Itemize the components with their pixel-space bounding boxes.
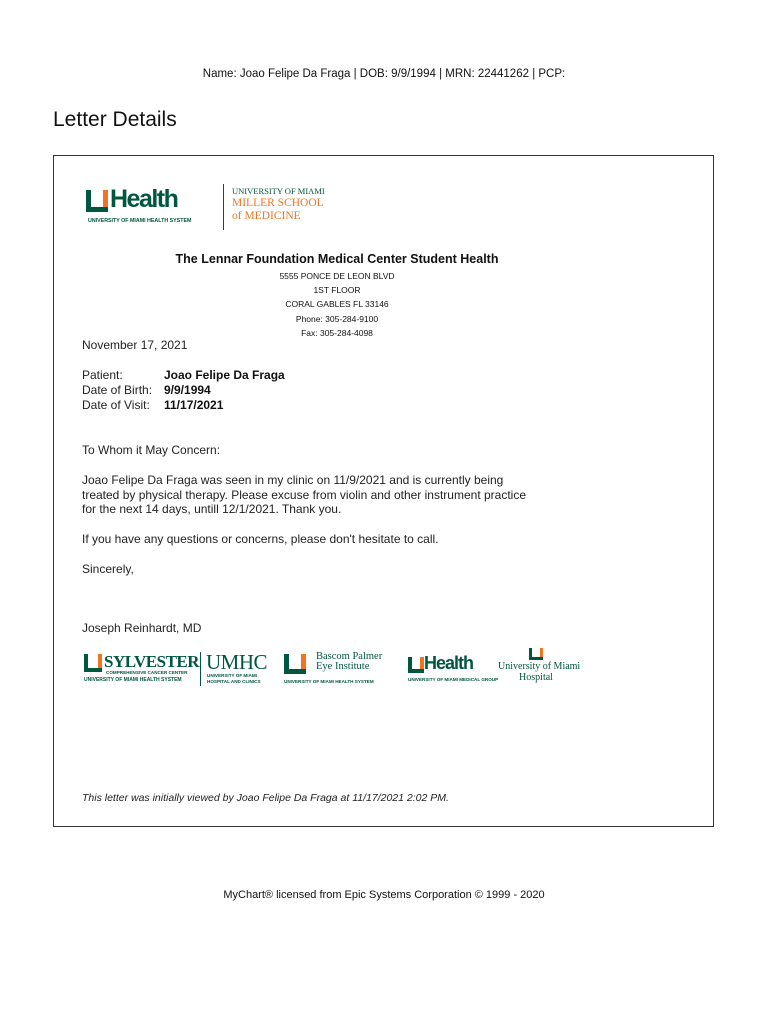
clinic-address-block (54, 252, 620, 340)
bascom-palmer-logo: Bascom Palmer Eye Institute UNIVERSITY OF MIAMI HEALTH SYSTEM (284, 651, 383, 684)
address-line: 1ST FLOOR (313, 285, 361, 296)
umhc-logo: UMHC UNIVERSITY OF MIAMI HOSPITAL AND CLINICS (206, 650, 268, 684)
visit-value: 11/17/2021 (164, 398, 224, 412)
sylvester-logo: SYLVESTER COMPREHENSIVE CANCER CENTER UNIVERSITY OF MIAMI HEALTH SYSTEM (84, 652, 200, 683)
address-line: 5555 PONCE DE LEON BLVD (279, 271, 395, 281)
dob-label: Date of Birth: (82, 383, 153, 397)
u-logo-icon (408, 657, 424, 673)
page-title: Letter Details (53, 108, 177, 131)
salutation: To Whom it May Concern: (82, 443, 221, 457)
uhealth-wordmark: Health (110, 185, 178, 213)
clinic-name: The Lennar Foundation Medical Center Student Health (175, 252, 499, 266)
uhealth-subtitle: UNIVERSITY OF MIAMI HEALTH SYSTEM (88, 218, 192, 224)
logo-divider (223, 184, 224, 230)
um-hospital-logo: University of Miami Hospital (498, 648, 574, 690)
footer-credit: MyChart® licensed from Epic Systems Corporation © 1999 - 2020 (223, 889, 545, 901)
signature: Joseph Reinhardt, MD (82, 621, 202, 635)
patient-row (82, 368, 285, 383)
u-logo-icon (284, 654, 306, 674)
u-logo-icon (86, 190, 108, 212)
dob-value: 9/9/1994 (164, 383, 211, 397)
miller-school-logo: UNIVERSITY OF MIAMI MILLER SCHOOL of MEDICINE (232, 186, 325, 222)
visit-label: Date of Visit: (82, 398, 150, 412)
patient-value: Joao Felipe Da Fraga (164, 368, 285, 382)
letter-panel (53, 155, 714, 827)
logo-divider (200, 652, 201, 686)
viewed-note: This letter was initially viewed by Joao Felipe Da Fraga at 11/17/2021 2:02 PM. (82, 792, 449, 804)
patient-label: Patient: (82, 368, 123, 382)
body-line: for the next 14 days, untill 12/1/2021. Thank you. (82, 502, 342, 516)
dob-row (82, 383, 211, 398)
body-line: treated by physical therapy. Please excuse from violin and other instrument practice (82, 488, 526, 502)
clinic-phone: Phone: 305-284-9100 (295, 313, 379, 324)
clinic-fax: Fax: 305-284-4098 (301, 327, 373, 338)
u-logo-icon (529, 648, 543, 660)
questions-text: If you have any questions or concerns, please don't hesitate to call. (82, 532, 439, 546)
closing: Sincerely, (82, 562, 134, 576)
letter-date: November 17, 2021 (82, 338, 188, 352)
uhealth-medical-group-logo: Health UNIVERSITY OF MIAMI MEDICAL GROUP (408, 653, 499, 682)
address-line: CORAL GABLES FL 33146 (285, 299, 389, 310)
u-logo-icon (84, 654, 102, 672)
body-line: Joao Felipe Da Fraga was seen in my clinic on 11/9/2021 and is currently being (82, 473, 504, 487)
patient-info-bar: Name: Joao Felipe Da Fraga | DOB: 9/9/1994 | MRN: 22441262 | PCP: (202, 68, 566, 80)
visit-row (82, 398, 223, 413)
